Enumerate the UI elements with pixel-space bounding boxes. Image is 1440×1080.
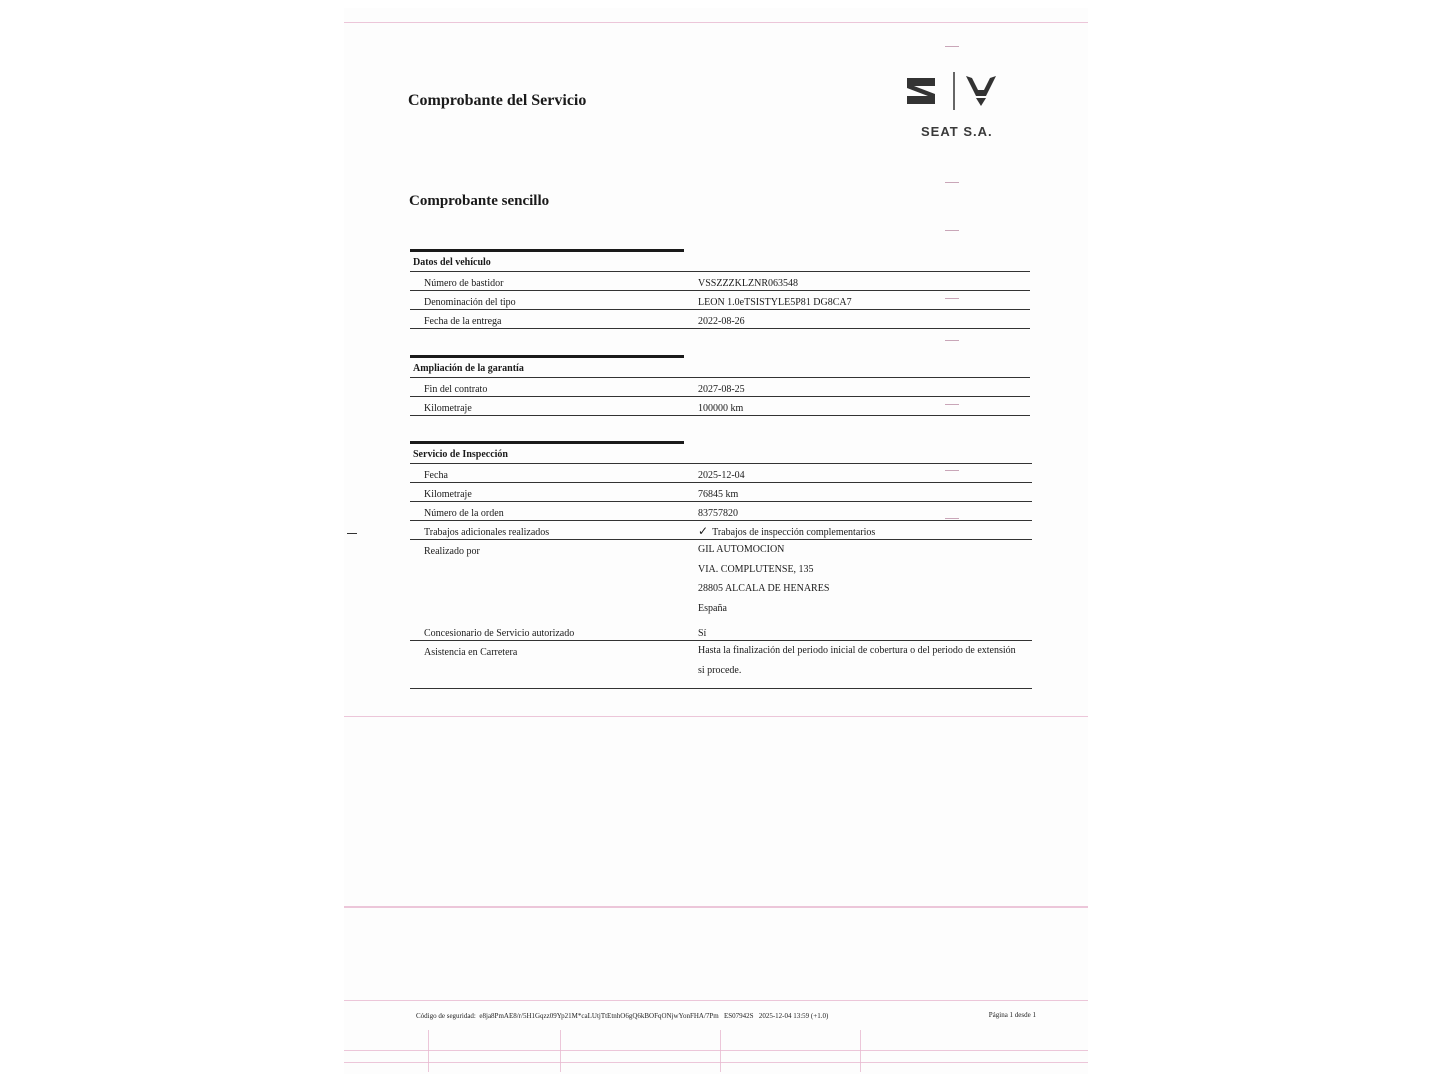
scan-streak	[344, 716, 1088, 717]
document-subtitle: Comprobante sencillo	[409, 193, 550, 209]
row-label: Trabajos adicionales realizados	[424, 527, 550, 538]
scan-tick	[945, 182, 959, 183]
row-label: Asistencia en Carretera	[424, 647, 518, 658]
section-warranty-extension	[410, 355, 1030, 416]
row-label: Fin del contrato	[424, 384, 488, 395]
section-inspection-service	[410, 441, 1032, 689]
scan-streak	[344, 22, 1088, 23]
checkmark-icon: ✓	[698, 524, 709, 538]
scan-tick	[945, 230, 959, 231]
scan-streak	[560, 1030, 561, 1072]
scan-tick	[945, 46, 959, 47]
table-row	[410, 502, 1032, 521]
row-value	[698, 645, 1032, 684]
scan-streak	[428, 1030, 429, 1072]
row-value: 83757820	[698, 508, 738, 519]
page-number: Página 1 desde 1	[988, 1011, 1036, 1019]
logo-caption: SEAT S.A.	[921, 124, 993, 139]
dealer-street: VIA. COMPLUTENSE, 135	[698, 563, 814, 575]
additional-work-value: Trabajos de inspección complementarios	[712, 527, 876, 538]
section-heading: Servicio de Inspección	[410, 444, 1032, 464]
scan-streak	[344, 906, 1088, 908]
margin-mark	[347, 533, 357, 534]
row-value: 2022-08-26	[698, 316, 745, 327]
dealer-address	[698, 544, 1032, 622]
table-row	[410, 310, 1030, 329]
row-value: 76845 km	[698, 489, 739, 500]
table-row-roadside	[410, 641, 1032, 689]
dealer-country: España	[698, 602, 727, 614]
row-label: Realizado por	[424, 546, 480, 557]
dealer-code: ES07942S	[724, 1012, 754, 1020]
table-row	[410, 397, 1030, 416]
table-row	[410, 483, 1032, 502]
scan-streak	[860, 1030, 861, 1072]
table-row	[410, 378, 1030, 397]
dealer-name: GIL AUTOMOCION	[698, 544, 785, 555]
row-value: LEON 1.0eTSISTYLE5P81 DG8CA7	[698, 297, 852, 308]
roadside-line: si procede.	[698, 664, 742, 676]
cupra-logo-icon	[966, 76, 996, 106]
scan-streak	[344, 1000, 1088, 1001]
roadside-line: Hasta la finalización del periodo inicial de cobertura o del periodo de extensión	[698, 645, 1016, 656]
row-value: 2027-08-25	[698, 384, 745, 395]
table-row-performed-by	[410, 540, 1032, 622]
scan-tick	[945, 340, 959, 341]
row-label: Fecha de la entrega	[424, 316, 502, 327]
security-code: e8ja8PmAE8/r/5H1Gqzz09Yp21M*caLUtjTtEtnhO6gQ6kBOFqONjwYonFHA/7Pm	[479, 1012, 719, 1020]
scan-streak	[720, 1030, 721, 1072]
scan-streak	[344, 1062, 1088, 1063]
row-value: VSSZZZKLZNR063548	[698, 278, 798, 289]
section-heading: Datos del vehículo	[410, 252, 1030, 272]
dealer-city: 28805 ALCALA DE HENARES	[698, 583, 830, 594]
row-label: Número de bastidor	[424, 278, 504, 289]
page-title: Comprobante del Servicio	[408, 92, 587, 109]
table-row	[410, 622, 1032, 641]
section-vehicle-data	[410, 249, 1030, 329]
row-label: Concesionario de Servicio autorizado	[424, 628, 575, 639]
page-footer	[416, 1012, 1036, 1020]
row-label: Denominación del tipo	[424, 297, 516, 308]
row-label: Número de la orden	[424, 508, 504, 519]
security-code-label: Código de seguridad:	[416, 1012, 476, 1020]
row-value	[698, 524, 1032, 538]
scan-streak	[344, 1050, 1088, 1051]
table-row	[410, 464, 1032, 483]
row-label: Kilometraje	[424, 403, 472, 414]
row-label: Kilometraje	[424, 489, 472, 500]
row-value: 2025-12-04	[698, 470, 745, 481]
row-value: Sí	[698, 628, 707, 639]
table-row	[410, 272, 1030, 291]
row-value: 100000 km	[698, 403, 744, 414]
table-row	[410, 521, 1032, 540]
section-heading: Ampliación de la garantía	[410, 358, 1030, 378]
print-timestamp: 2025-12-04 13:59 (+1.0)	[758, 1012, 829, 1020]
row-label: Fecha	[424, 470, 448, 481]
table-row	[410, 291, 1030, 310]
seat-logo-icon	[907, 78, 935, 104]
